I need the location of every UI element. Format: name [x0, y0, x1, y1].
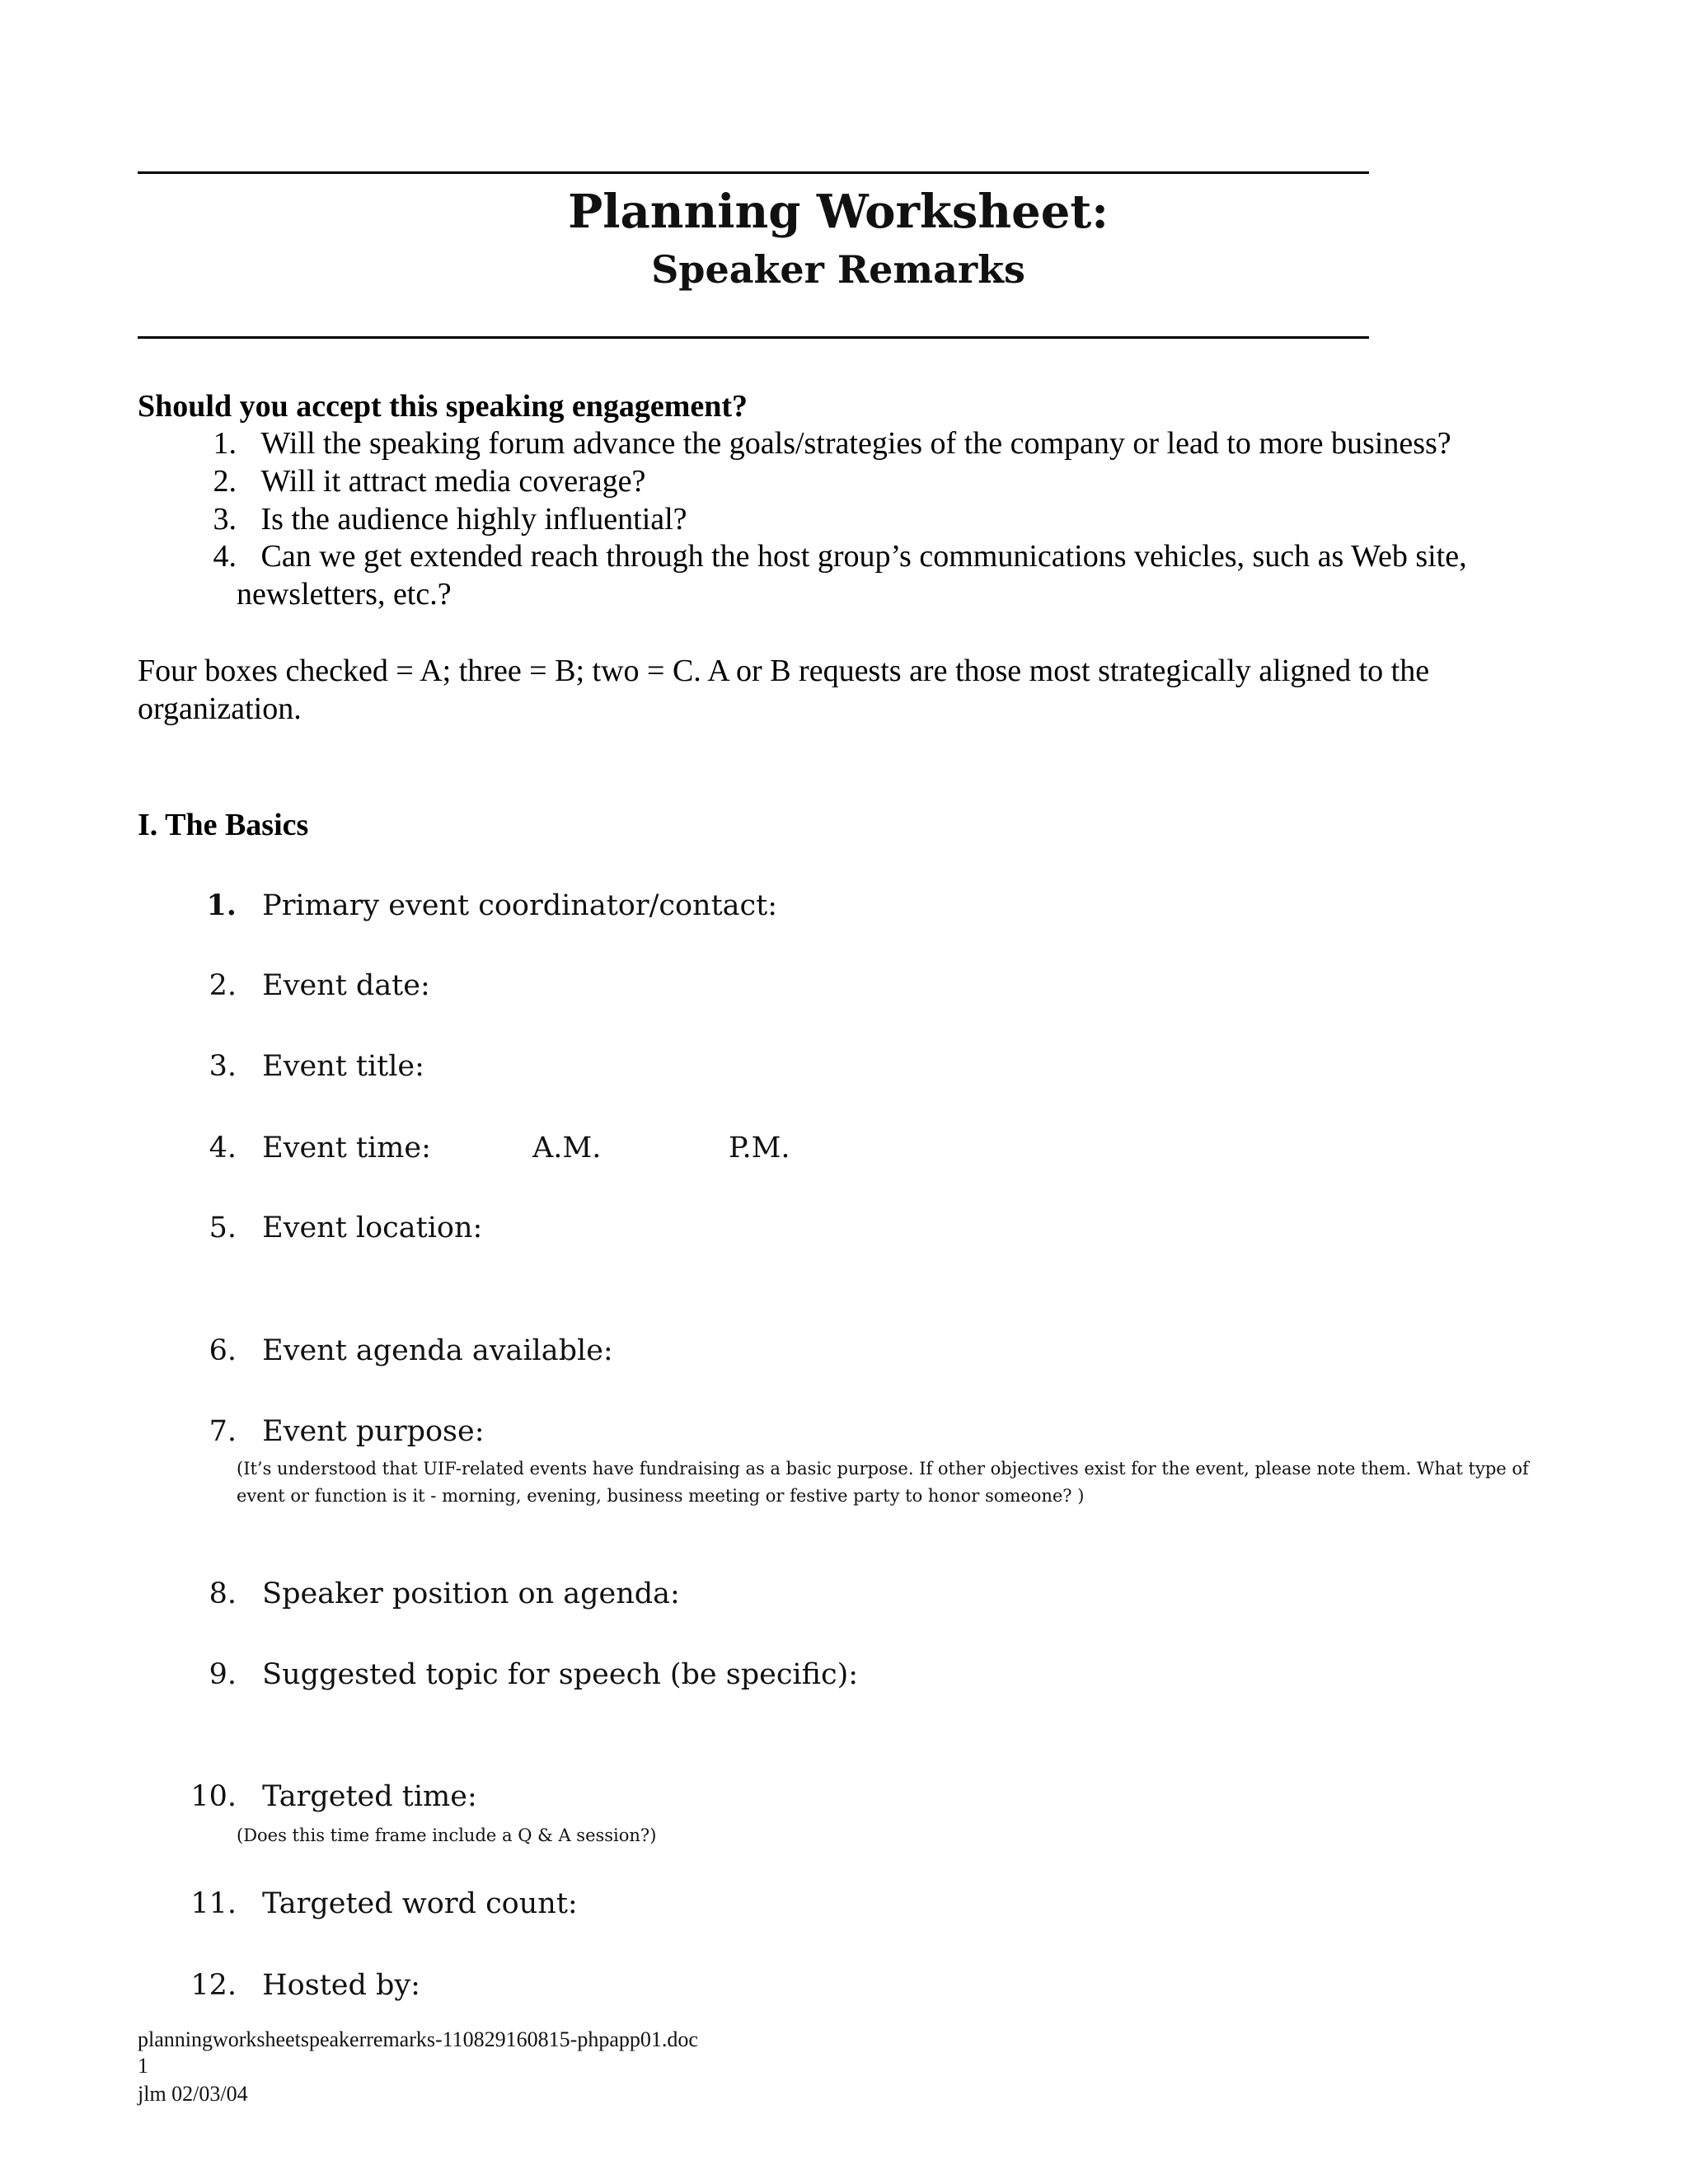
- basics-item-num: 10.: [190, 1780, 237, 1813]
- page-title: Planning Worksheet:: [568, 185, 1109, 239]
- basics-item-label: Targeted word count:: [262, 1887, 578, 1920]
- pm-label: P.M.: [729, 1132, 790, 1165]
- basics-item-label: Event agenda available:: [262, 1334, 613, 1367]
- accept-item-4-cont: newsletters, etc.?: [237, 577, 452, 612]
- basics-item-3: [138, 1050, 424, 1083]
- basics-item-label: Targeted time:: [262, 1780, 477, 1813]
- basics-item-1: [138, 888, 777, 922]
- basics-item-9: [138, 1658, 858, 1691]
- targeted-time-note: (Does this time frame include a Q & A session?): [237, 1825, 657, 1845]
- basics-item-label: Event date:: [262, 969, 430, 1002]
- basics-item-num: 9.: [209, 1658, 237, 1691]
- basics-item-12: [138, 1969, 420, 2002]
- accept-item-num: 2.: [213, 464, 237, 499]
- accept-item-num: 4.: [213, 539, 237, 574]
- accept-item-3: [138, 500, 687, 538]
- basics-item-num: 8.: [209, 1577, 237, 1610]
- basics-item-label: Event location:: [262, 1212, 483, 1244]
- accept-item-text: Will the speaking forum advance the goals/strategies of the company or lead to more business?: [260, 426, 1451, 461]
- basics-item-label: Event time:: [262, 1132, 431, 1165]
- basics-item-10: [138, 1780, 477, 1813]
- basics-item-label: Suggested topic for speech (be specific):: [262, 1658, 859, 1691]
- basics-item-label: Speaker position on agenda:: [262, 1577, 680, 1610]
- scoring-text-line2: organization.: [138, 691, 302, 726]
- basics-item-label: Hosted by:: [262, 1969, 420, 2002]
- basics-item-num: 3.: [209, 1050, 237, 1083]
- basics-item-num: 11.: [190, 1887, 237, 1920]
- basics-item-8: [138, 1577, 680, 1610]
- accept-heading: Should you accept this speaking engagement?: [138, 389, 748, 424]
- basics-item-num: 5.: [209, 1212, 237, 1244]
- top-rule: [138, 171, 1369, 174]
- basics-heading: I. The Basics: [138, 808, 309, 842]
- accept-item-text: Is the audience highly influential?: [260, 502, 687, 537]
- scoring-text-line1: Four boxes checked = A; three = B; two = C. A or B requests are those most strategically aligned to the: [138, 654, 1430, 688]
- basics-item-num: 4.: [209, 1132, 237, 1165]
- footer-page-number: 1: [138, 2054, 148, 2078]
- basics-item-label: Primary event coordinator/contact:: [262, 889, 777, 922]
- basics-item-label: Event purpose:: [262, 1415, 485, 1448]
- basics-item-4: [138, 1132, 431, 1165]
- basics-item-11: [138, 1887, 578, 1920]
- accept-item-4: [138, 537, 1467, 575]
- footer-filename: planningworksheetspeakerremarks-110829160815-phpapp01.doc: [138, 2027, 698, 2051]
- accept-item-1: [138, 424, 1451, 462]
- basics-item-num: 12.: [190, 1969, 237, 2002]
- accept-item-num: 3.: [213, 502, 237, 537]
- am-label: A.M.: [532, 1132, 602, 1165]
- page-subtitle: Speaker Remarks: [651, 247, 1025, 292]
- accept-item-num: 1.: [213, 426, 237, 461]
- bottom-rule: [138, 336, 1369, 339]
- accept-item-2: [138, 462, 645, 500]
- basics-item-2: [138, 969, 430, 1002]
- basics-item-num: 2.: [209, 969, 237, 1002]
- basics-item-5: [138, 1212, 482, 1244]
- accept-item-text: Will it attract media coverage?: [260, 464, 646, 499]
- basics-item-6: [138, 1334, 613, 1367]
- basics-item-num: 1.: [206, 888, 237, 922]
- basics-item-label: Event title:: [262, 1050, 424, 1083]
- basics-item-num: 7.: [209, 1415, 237, 1448]
- basics-item-num: 6.: [209, 1334, 237, 1367]
- accept-item-text: Can we get extended reach through the host group’s communications vehicles, such as Web site,: [260, 539, 1467, 574]
- event-purpose-note: (It’s understood that UIF-related events have fundraising as a basic purpose. If other objectives exist for the event, please note them. What type of event or function is it - morning, evening, business meeting or festive party to honor someone? ): [237, 1459, 1529, 1506]
- footer-initials-date: jlm 02/03/04: [138, 2082, 248, 2106]
- basics-item-7: [138, 1415, 485, 1448]
